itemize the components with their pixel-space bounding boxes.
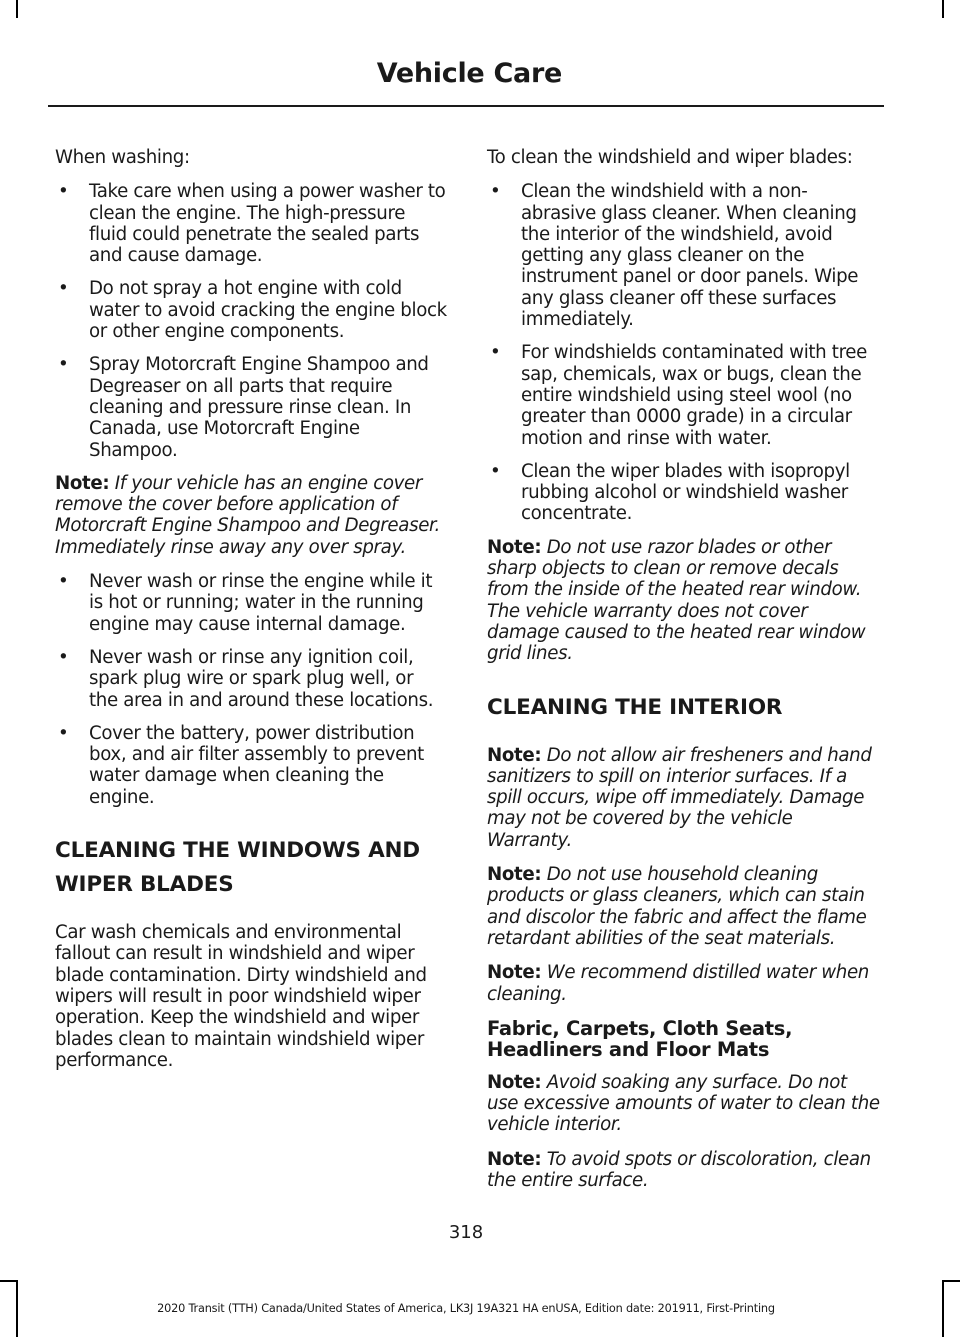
crop-mark-top-left — [16, 0, 18, 18]
windshield-intro: To clean the windshield and wiper blades: — [487, 147, 853, 168]
washing-intro: When washing: — [55, 147, 190, 168]
header-divider — [48, 105, 884, 107]
edition-footer: 2020 Transit (TTH) Canada/United States of America, LK3J 19A321 HA enUSA, Edition date: 201911, First-Printing — [157, 1302, 775, 1315]
washing-bullet-list-2 — [55, 571, 447, 808]
bullet-icon: • — [58, 722, 69, 744]
air-freshener-note: Note: Do not allow air fresheners and hand sanitizers to spill on interior surfaces. If a spill occurs, wipe off immediately. Damage may not be covered by the vehicle Warranty. — [487, 744, 872, 851]
bullet-icon: • — [58, 354, 69, 376]
bullet-icon: • — [490, 181, 501, 203]
list-item: • Spray Motorcraft Engine Shampoo and Degreaser on all parts that require cleaning and pressure rinse clean. In Canada, use Motorcraft Engine Shampoo. — [58, 354, 429, 461]
note-label: Note: — [487, 864, 542, 886]
page-number: 318 — [448, 1222, 484, 1243]
note-label: Note: — [487, 744, 542, 766]
bullet-icon: • — [58, 278, 69, 300]
list-item: • Take care when using a power washer to clean the engine. The high-pressure fluid could penetrate the sealed parts and cause damage. — [58, 181, 446, 267]
list-item: • Never wash or rinse the engine while it is hot or running; water in the running engine may cause internal damage. — [58, 571, 433, 635]
engine-cover-note: Note: If your vehicle has an engine cover remove the cover before application of Motorcraft Engine Shampoo and Degreaser. Immediately rinse away any over spray. — [55, 472, 440, 558]
bullet-icon: • — [58, 571, 69, 593]
household-products-note: Note: Do not use household cleaning products or glass cleaners, which can stain and discolor the fabric and affect the flame retardant abilities of the seat materials. — [487, 864, 867, 949]
list-item: • Clean the wiper blades with isopropyl rubbing alcohol or windshield washer concentrate. — [490, 460, 850, 525]
crop-mark-bottom-right — [942, 1280, 944, 1337]
windows-wiper-paragraph: Car wash chemicals and environmental fallout can result in windshield and wiper blade contamination. Dirty windshield and wipers will result in poor windshield wiper operation. Keep the windshield and wiper blades clean to maintain windshield wiper performance. — [55, 922, 427, 1071]
note-label: Note: — [487, 1071, 542, 1093]
razor-blade-note: Note: Do not use razor blades or other sharp objects to clean or remove decals from the inside of the heated rear window. The vehicle warranty does not cover damage caused to the heated rear window grid lines. — [487, 536, 866, 665]
list-item: • Never wash or rinse any ignition coil, spark plug wire or spark plug well, or the area in and around these locations. — [58, 646, 434, 711]
distilled-water-note: Note: We recommend distilled water when cleaning. — [487, 962, 869, 1005]
list-item: • For windshields contaminated with tree sap, chemicals, wax or bugs, clean the entire windshield using steel wool (no greater than 0000 grade) in a circular motion and rinse with water. — [490, 342, 867, 449]
windshield-bullet-list — [487, 181, 880, 524]
note-label: Note: — [487, 536, 542, 558]
bullet-icon: • — [490, 460, 501, 482]
list-item: • Do not spray a hot engine with cold water to avoid cracking the engine block or other engine components. — [58, 278, 447, 343]
note-label: Note: — [55, 472, 110, 494]
washing-bullet-list-1 — [55, 181, 447, 461]
note-label: Note: — [487, 962, 542, 984]
page-header-title: Vehicle Care — [376, 58, 562, 89]
soaking-note: Note: Avoid soaking any surface. Do not use excessive amounts of water to clean the vehicle interior. — [487, 1071, 880, 1136]
fabric-carpets-subheading: Fabric, Carpets, Cloth Seats, Headliners and Floor Mats — [487, 1016, 793, 1061]
crop-mark-bottom-left-h — [0, 1280, 18, 1282]
bullet-icon: • — [58, 181, 69, 203]
list-item: • Clean the windshield with a non-abrasive glass cleaner. When cleaning the interior of the windshield, avoid getting any glass cleaner on the instrument panel or door panels. Wipe any glass cleaner off these surfaces immediately. — [490, 181, 859, 331]
bullet-icon: • — [58, 646, 69, 668]
bullet-icon: • — [490, 342, 501, 364]
left-column — [55, 147, 447, 1084]
crop-mark-top-right — [942, 0, 944, 18]
right-column — [487, 147, 880, 1204]
note-label: Note: — [487, 1148, 542, 1170]
discoloration-note: Note: To avoid spots or discoloration, clean the entire surface. — [487, 1148, 871, 1191]
list-item: • Cover the battery, power distribution box, and air filter assembly to prevent water damage when cleaning the engine. — [58, 722, 424, 808]
crop-mark-bottom-right-h — [942, 1280, 960, 1282]
cleaning-interior-heading: CLEANING THE INTERIOR — [487, 694, 783, 720]
windows-wiper-heading: CLEANING THE WINDOWS AND WIPER BLADES — [55, 838, 420, 898]
